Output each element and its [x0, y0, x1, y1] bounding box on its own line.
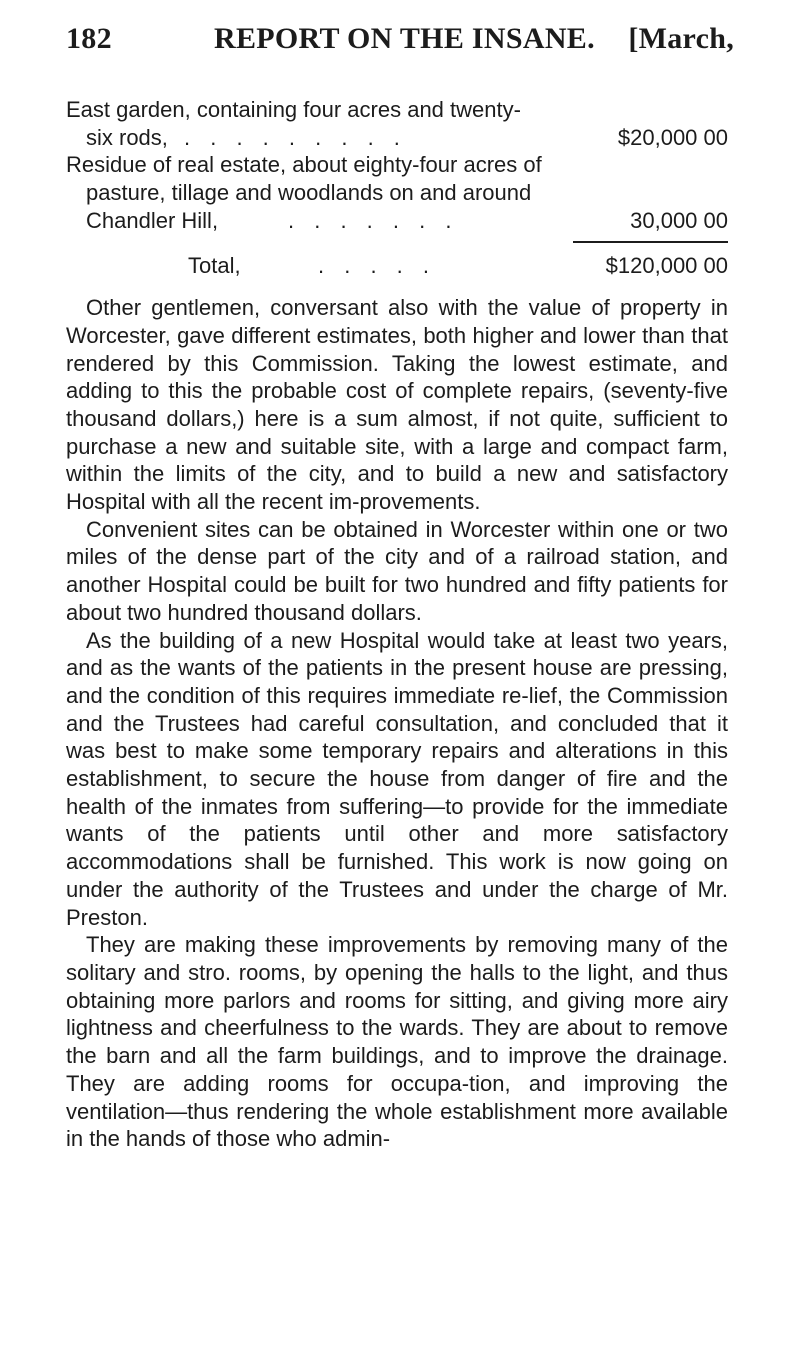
ledger-amount: $20,000 00	[617, 124, 728, 150]
paragraph: Other gentlemen, conversant also with the value of property in Worcester, gave different estimates, both higher and lower than that rendered by this Commission. Taking the lowest estimate, and adding to this the probable cost of complete repairs, (seventy-five thousand dollars,) here is a sum almost, if not quite, sufficient to purchase a new and suitable site, with a large and compact farm, within the limits of the city, and to build a new and satisfactory Hospital with all the recent im-provements.	[66, 295, 728, 515]
ledger-item-text: six rods,	[86, 124, 168, 150]
ledger-item-text: Residue of real estate, about eighty-four acres of	[66, 152, 542, 178]
ledger-item-text: East garden, containing four acres and twenty-	[66, 97, 521, 122]
ledger-total	[66, 252, 728, 280]
header-month: [March,	[628, 22, 734, 55]
ledger-entry-east-garden	[66, 124, 728, 152]
dot-leaders: . . . . . . .	[288, 207, 452, 233]
running-title: REPORT ON THE INSANE.	[214, 22, 595, 55]
ledger-line	[66, 96, 728, 124]
sum-rule	[573, 241, 728, 243]
paragraph: As the building of a new Hospital would take at least two years, and as the wants of the patients in the present house are pressing, and the condition of this requires immediate re-lief, the Commission and the Trustees had careful consultation, and concluded that it was best to make some temporary repairs and alterations in this establishment, to secure the house from danger of fire and the health of the inmates from suffering—to provide for the immediate wants of the patients until other and more satisfactory accommodations shall be furnished. This work is now going on under the authority of the Trustees and under the charge of Mr. Preston.	[66, 627, 728, 930]
sum-rule-row	[66, 234, 728, 252]
ledger-item-text: Chandler Hill,	[86, 207, 219, 233]
total-label: Total,	[188, 253, 241, 279]
paragraph: They are making these improvements by removing many of the solitary and stro. rooms, by opening the halls to the light, and thus obtaining more parlors and rooms for sitting, and giving more airy lightness and cheerfulness to the wards. They are about to remove the barn and all the farm buildings, and to improve the drainage. They are adding rooms for occupa-tion, and improving the ventilation—thus rendering the whole establishment more available in the hands of those who admin-	[66, 932, 728, 1152]
ledger-entry-residue	[66, 207, 728, 235]
ledger-amount: 30,000 00	[630, 207, 728, 233]
ledger-line	[66, 179, 728, 207]
ledger-line	[66, 151, 728, 179]
body-text	[66, 96, 728, 1153]
page-number: 182	[66, 22, 112, 55]
paragraph: Convenient sites can be obtained in Worcester within one or two miles of the dense part of the city and of a railroad station, and another Hospital could be built for two hundred and fifty patients for about two hundred thousand dollars.	[66, 516, 728, 625]
dot-leaders: . . . . . . . . .	[184, 124, 400, 150]
ledger-item-text: pasture, tillage and woodlands on and around	[86, 180, 532, 206]
valuation-ledger	[66, 96, 728, 280]
running-header	[66, 22, 734, 62]
dot-leaders: . . . . .	[318, 253, 430, 279]
ledger-amount: $120,000 00	[605, 253, 728, 279]
